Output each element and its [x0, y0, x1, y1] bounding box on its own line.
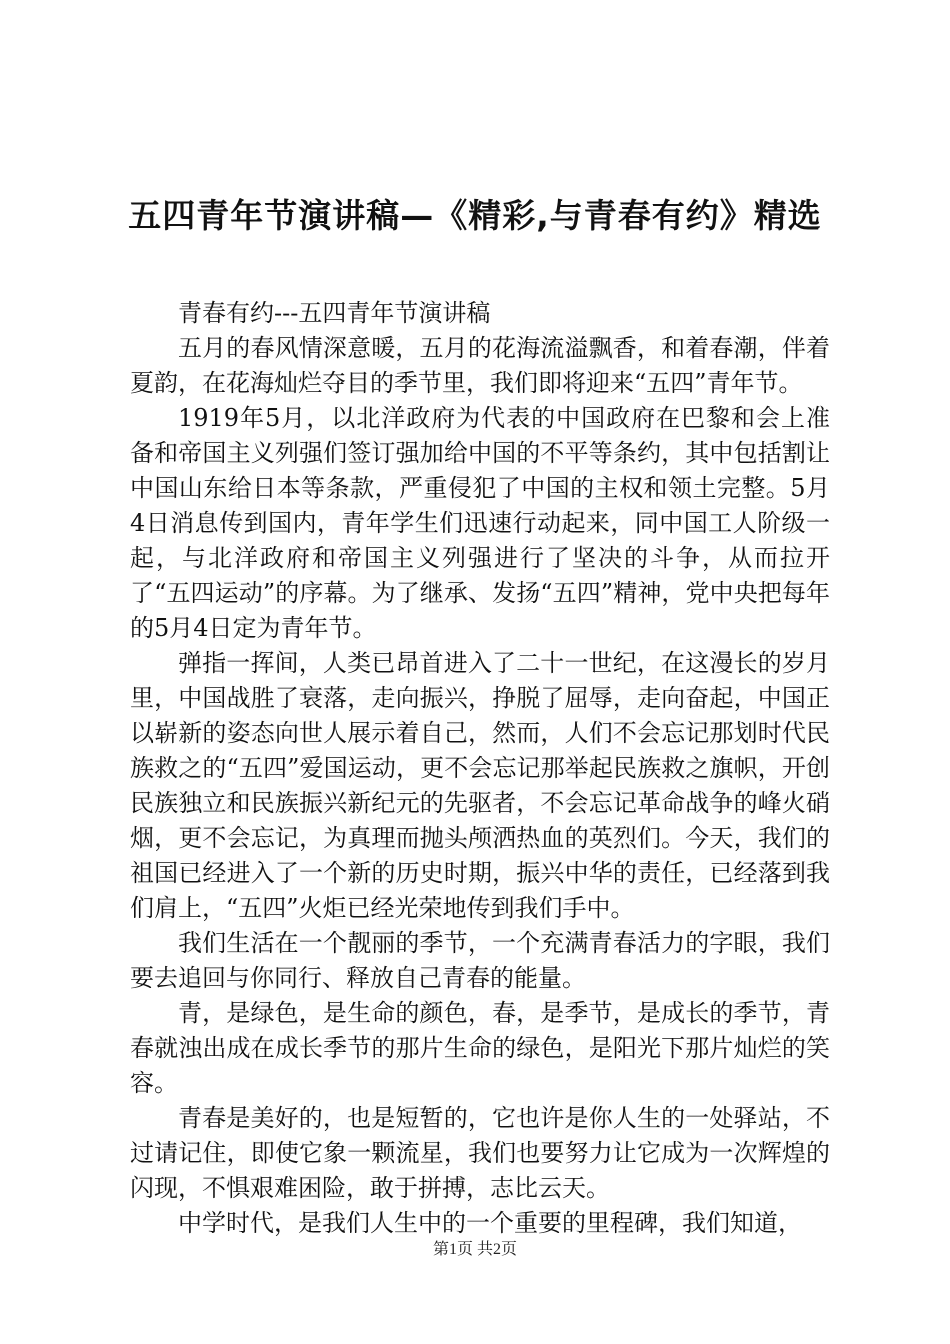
paragraph: 五月的春风情深意暖，五月的花海流溢飘香，和着春潮，伴着夏韵，在花海灿烂夺目的季节里，我们即将迎来“五四”青年节。 — [130, 334, 830, 397]
document-title: 五四青年节演讲稿—《精彩,与青春有约》精选 — [128, 196, 822, 235]
paragraph: 中学时代，是我们人生中的一个重要的里程碑，我们知道， — [178, 1209, 802, 1237]
paragraph: 弹指一挥间，人类已昂首进入了二十一世纪，在这漫长的岁月里，中国战胜了衰落，走向振兴，挣脱了屈辱，走向奋起，中国正以崭新的姿态向世人展示着自己，然而，人们不会忘记那划时代民族救之的“五四”爱国运动，更不会忘记那举起民族救之旗帜，开创民族独立和民族振兴新纪元的先驱者，不会忘记革命战争的峰火硝烟，更不会忘记，为真理而抛头颅洒热血的英烈们。今天，我们的祖国已经进入了一个新的历史时期，振兴中华的责任，已经落到我们肩上，“五四”火炬已经光荣地传到我们手中。 — [130, 649, 830, 922]
paragraph: 1919年5月，以北洋政府为代表的中国政府在巴黎和会上准备和帝国主义列强们签订强加给中国的不平等条约，其中包括割让中国山东给日本等条款，严重侵犯了中国的主权和领土完整。5月4日消息传到国内，青年学生们迅速行动起来，同中国工人阶级一起，与北洋政府和帝国主义列强进行了坚决的斗争，从而拉开了“五四运动”的序幕。为了继承、发扬“五四”精神，党中央把每年的5月4日定为青年节。 — [130, 404, 830, 642]
paragraph: 青春是美好的，也是短暂的，它也许是你人生的一处驿站，不过请记住，即使它象一颗流星，我们也要努力让它成为一次辉煌的闪现，不惧艰难困险，敢于拼搏，志比云天。 — [130, 1104, 830, 1202]
paragraph: 青，是绿色，是生命的颜色，春，是季节，是成长的季节，青春就浊出成在成长季节的那片生命的绿色，是阳光下那片灿烂的笑容。 — [130, 999, 830, 1097]
paragraph: 我们生活在一个靓丽的季节，一个充满青春活力的字眼，我们要去追回与你同行、释放自己青春的能量。 — [130, 929, 830, 992]
page-footer: 第1页 共2页 — [432, 1241, 517, 1258]
document-body — [130, 296, 830, 1241]
paragraph: 青春有约---五四青年节演讲稿 — [178, 299, 491, 327]
